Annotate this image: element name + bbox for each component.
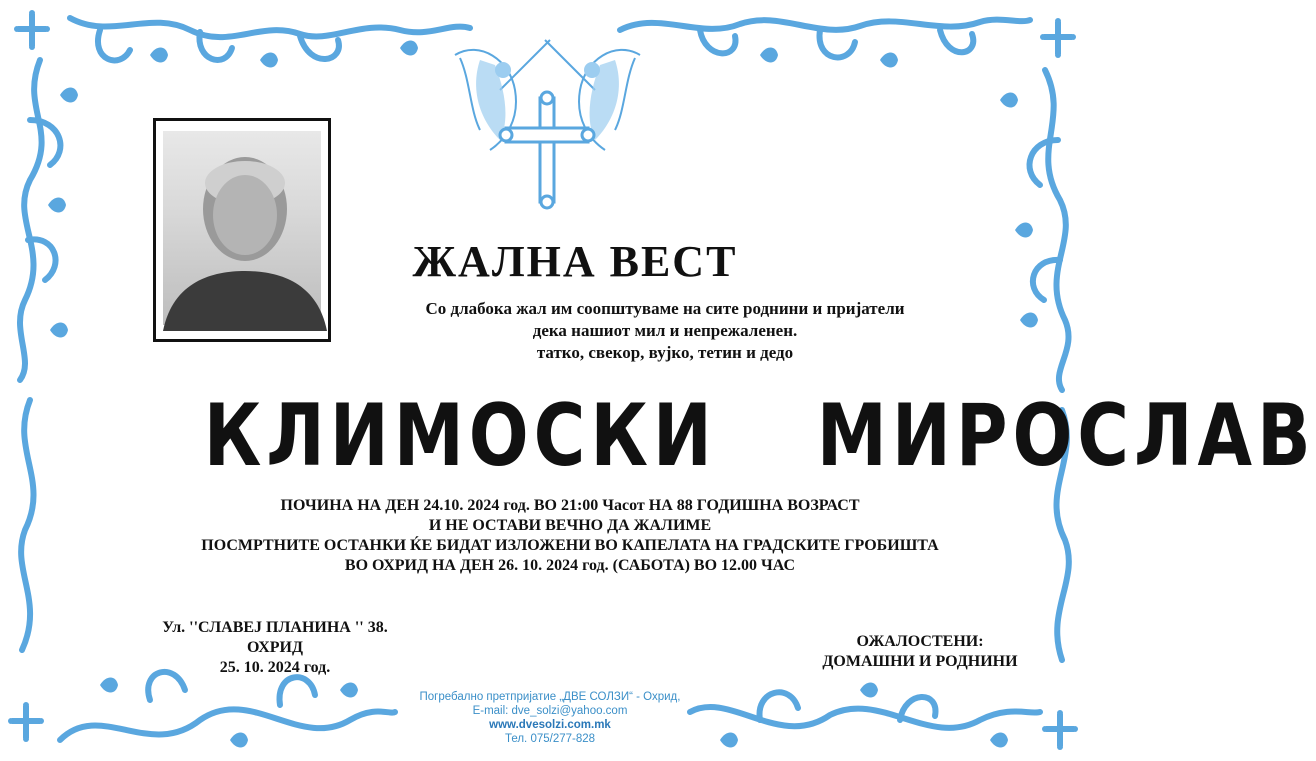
details-line: ВО ОХРИД НА ДЕН 26. 10. 2024 год. (САБОТА) ВО 12.00 ЧАС <box>344 557 796 574</box>
funeral-home-website: www.dvesolzi.com.mk <box>489 719 611 731</box>
mourners-block <box>790 632 1050 672</box>
portrait-figure-icon <box>163 131 327 331</box>
corner-cross-icon <box>1040 18 1076 58</box>
intro-line: татко, свекор, вујко, тетин и дедо <box>536 343 794 362</box>
corner-cross-icon <box>14 10 50 50</box>
details-line: И НЕ ОСТАВИ ВЕЧНО ДА ЖАЛИМЕ <box>428 517 712 534</box>
portrait-photo-frame <box>153 118 331 342</box>
details-line: ПОЧИНА НА ДЕН 24.10. 2024 год. ВО 21:00 Часот НА 88 ГОДИШНА ВОЗРАСТ <box>280 497 860 514</box>
funeral-home-phone: Тел. 075/277-828 <box>504 733 596 745</box>
intro-line: Со длабока жал им соопштуваме на сите роднини и пријатели <box>425 299 905 318</box>
intro-line: дека нашиот мил и непрежаленен. <box>532 321 798 340</box>
deceased-given-name: МИРОСЛАВ <box>816 386 1316 486</box>
deceased-surname: КЛИМОСКИ <box>203 386 717 486</box>
address-street: Ул. ''СЛАВЕЈ ПЛАНИНА '' 38. <box>162 619 388 636</box>
corner-cross-icon <box>8 702 44 742</box>
mourners-label: ОЖАЛОСТЕНИ: <box>856 633 984 650</box>
address-date: 25. 10. 2024 год. <box>219 659 331 676</box>
funeral-home-footer <box>380 690 720 746</box>
funeral-home-name: Погребално претпријатие „ДВЕ СОЛЗИ“ - Охрид, <box>419 691 681 703</box>
address-block <box>110 618 440 678</box>
corner-cross-icon <box>1042 710 1078 750</box>
funeral-details <box>120 496 1020 576</box>
address-city: ОХРИД <box>247 639 303 656</box>
details-line: ПОСМРТНИТЕ ОСТАНКИ ЌЕ БИДАТ ИЗЛОЖЕНИ ВО КАПЕЛАТА НА ГРАДСКИТЕ ГРОБИШТА <box>201 537 939 554</box>
angels-with-cross-icon <box>455 40 640 208</box>
funeral-home-email: E-mail: dve_solzi@yahoo.com <box>472 705 628 717</box>
page-title: ЖАЛНА ВЕСТ <box>412 237 738 286</box>
intro-text <box>340 298 990 364</box>
deceased-name <box>203 386 1316 486</box>
portrait-photo <box>163 131 321 325</box>
mourners-names: ДОМАШНИ И РОДНИНИ <box>822 653 1018 670</box>
